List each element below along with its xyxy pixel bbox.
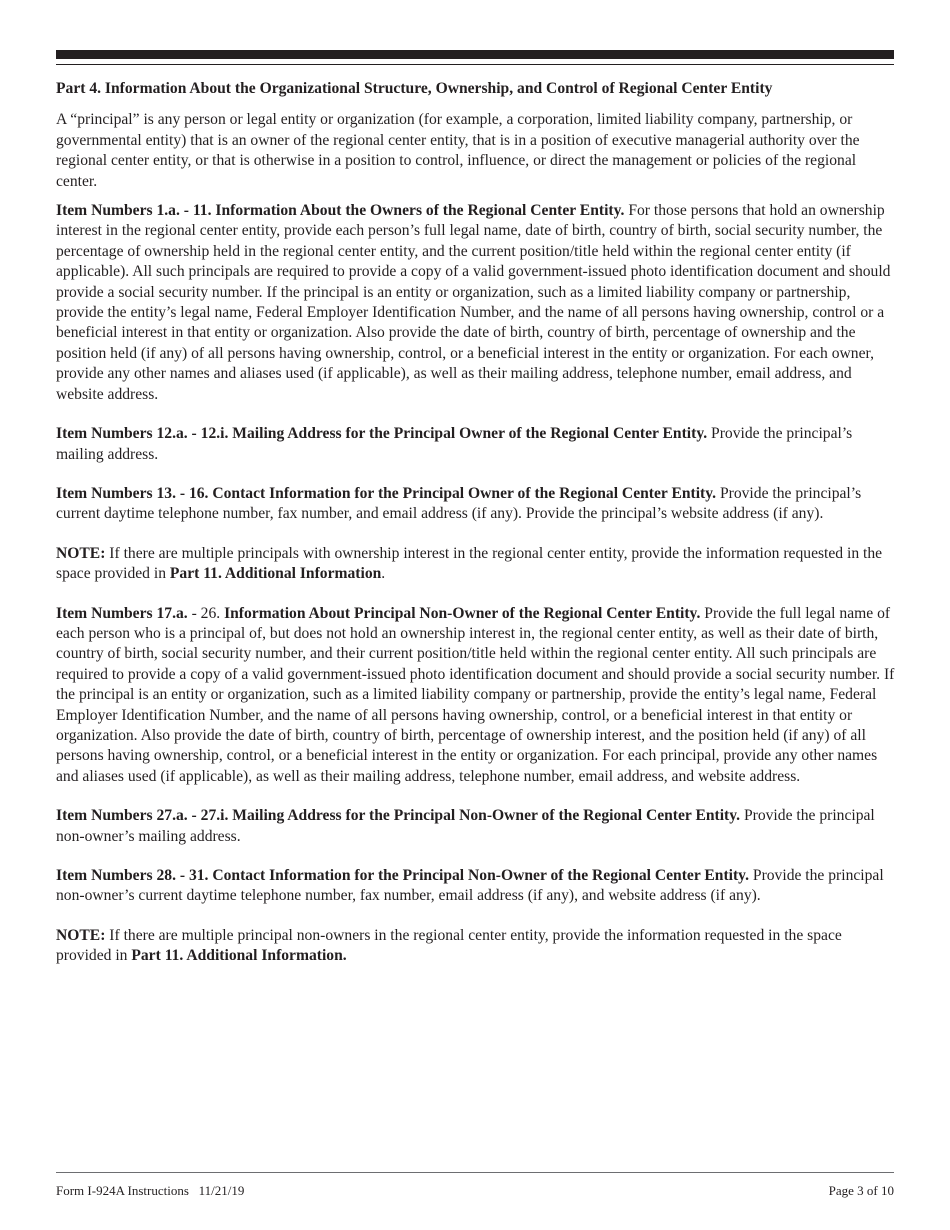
- note-owners-label: NOTE:: [56, 544, 106, 562]
- item-1-11: [56, 201, 896, 405]
- item-12: [56, 424, 896, 465]
- document-body: [56, 79, 896, 967]
- page-footer: [56, 1183, 894, 1199]
- item-12-heading: Item Numbers 12.a. - 12.i. Mailing Address for the Principal Owner of the Regional Center Entity.: [56, 425, 708, 443]
- item-12-body: Provide the principal’s mailing address.: [56, 425, 853, 463]
- item-17-26-body: Provide the full legal name of each person who is a principal of, but does not hold an ownership interest in, the regional center entity, as well as their date of birth, country of birth, social security number, and their current position/title held within the regional center entity. All such principals are required to provide a copy of a valid government-issued photo identification document and should provide a social security number. If the principal is an entity or organization, such as a limited liability company or partnership, provide the entity’s legal name, Federal Employer Identification Number, and the name of all persons having ownership, control, or a beneficial interest in that entity or organization. Also provide the date of birth, country of birth, percentage of ownership interest, and the position held (if any) of all persons having ownership, control, or a beneficial interest in the entity or organization. For each principal, provide any other names and aliases used (if applicable), as well as their mailing address, telephone number, email address, and website address.: [56, 604, 895, 785]
- item-1-11-heading: Item Numbers 1.a. - 11. Information About the Owners of the Regional Center Entity.: [56, 202, 625, 220]
- item-28-31-heading: Item Numbers 28. - 31. Contact Information for the Principal Non-Owner of the Regional Center Entity.: [56, 867, 749, 884]
- note-owners-ref: Part 11. Additional Information: [169, 565, 382, 583]
- item-28-31-body: Provide the principal non-owner’s current daytime telephone number, fax number, email address (if any), and website address (if any).: [56, 867, 884, 905]
- footer-page-number: Page 3 of 10: [828, 1183, 894, 1198]
- item-13-16: [56, 484, 896, 525]
- principal-definition: A “principal” is any person or legal entity or organization (for example, a corporation, limited liability company, partnership, or governmental entity) that is an owner of the regional center entity, that is in a position of executive managerial authority over the regional center entity, or that is otherwise in a position to control, influence, or direct the management or policies of the regional center.: [56, 111, 860, 190]
- note-non-owners-ref: Part 11. Additional Information.: [131, 947, 347, 965]
- item-27-heading: Item Numbers 27.a. - 27.i. Mailing Address for the Principal Non-Owner of the Regional Center Entity.: [56, 807, 741, 825]
- item-27-body: Provide the principal non-owner’s mailing address.: [56, 807, 875, 845]
- item-1-11-body: For those persons that hold an ownership interest in the regional center entity, provide each person’s full legal name, date of birth, country of birth, social security number, the percentage of ownership held in the regional center entity, and the current position/title held within the regional center entity (if applicable). All such principals are required to provide a copy of a valid government-issued photo identification document and should provide a social security number. If the principal is an entity or organization, such as a limited liability company or partnership, provide the entity’s legal name, Federal Employer Identification Number, and the name of all persons having ownership, control or a beneficial interest in that entity or organization. Also provide the date of birth, country of birth, percentage of ownership and the position held (if any) of all persons having ownership, control, or a beneficial interest in the entity or organization. For each owner, provide any other names and aliases used (if applicable), as well as their mailing address, telephone number, email address, and website address.: [56, 202, 891, 403]
- note-non-owners-body: If there are multiple principal non-owners in the regional center entity, provide the information requested in the space provided in: [56, 926, 842, 965]
- item-17-26-heading-b: Information About Principal Non-Owner of the Regional Center Entity.: [224, 604, 701, 622]
- item-27: [56, 806, 896, 847]
- note-owners-end: .: [381, 565, 386, 583]
- item-17-26-heading-a: Item Numbers 17.a.: [56, 604, 188, 622]
- part-4-title: Part 4. Information About the Organizational Structure, Ownership, and Control of Regional Center Entity: [56, 80, 773, 97]
- footer-rule: [56, 1172, 894, 1173]
- item-28-31: [56, 866, 896, 907]
- header-thick-rule: [56, 50, 894, 59]
- header-thin-rule: [56, 64, 894, 65]
- footer-form-id: Form I-924A Instructions 11/21/19: [56, 1183, 245, 1198]
- item-17-26-heading-mid: - 26.: [187, 604, 225, 622]
- note-non-owners: [56, 926, 896, 967]
- item-13-16-body: Provide the principal’s current daytime telephone number, fax number, and email address (if any). Provide the principal’s website address (if any).: [56, 484, 862, 523]
- note-non-owners-label: NOTE:: [56, 926, 106, 944]
- note-owners-body: If there are multiple principals with ownership interest in the regional center entity, provide the information requested in the space provided in: [56, 544, 883, 583]
- note-owners: [56, 544, 896, 585]
- item-17-26: [56, 604, 896, 788]
- item-13-16-heading: Item Numbers 13. - 16. Contact Information for the Principal Owner of the Regional Center Entity.: [56, 484, 717, 502]
